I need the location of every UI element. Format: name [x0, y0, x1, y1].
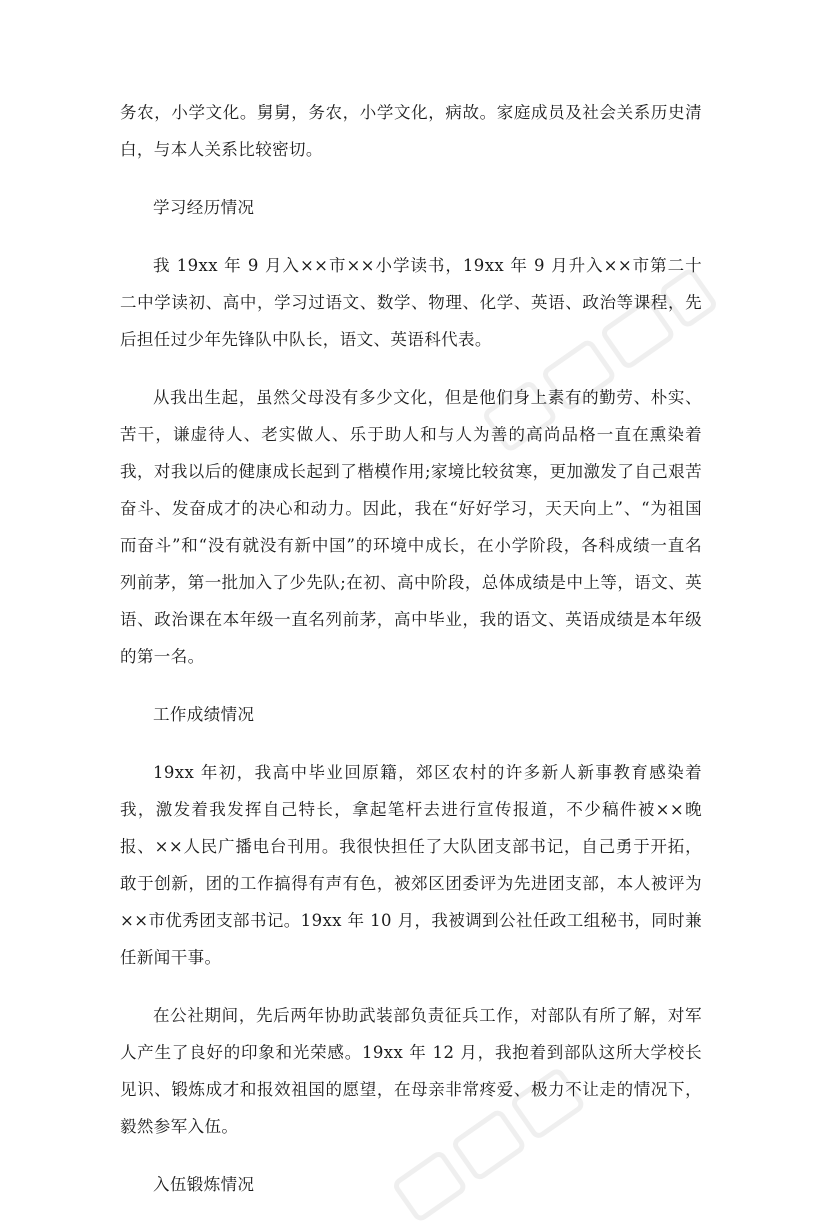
paragraph-upbringing: 从我出生起，虽然父母没有多少文化，但是他们身上素有的勤劳、朴实、苦干，谦虚待人、老实做人、乐于助人和与人为善的高尚品格一直在熏染着我，对我以后的健康成长起到了楷模作用;家境比较贫寒，更加激发了自己艰苦奋斗、发奋成才的决心和动力。因此，我在“好好学习，天天向上”、“为祖国而奋斗”和“没有就没有新中国”的环境中成长，在小学阶段，各科成绩一直名列前茅，第一批加入了少先队;在初、高中阶段，总体成绩是中上等，语文、英语、政治课在本年级一直名列前茅，高中毕业，我的语文、英语成绩是本年级的第一名。	[120, 388, 702, 666]
paragraph-work-achievements: 19xx 年初，我高中毕业回原籍，郊区农村的许多新人新事教育感染着我，激发着我发挥自己特长，拿起笔杆去进行宣传报道，不少稿件被××晚报、××人民广播电台刊用。我很快担任了大队团支部书记，自己勇于开拓，敢于创新，团的工作搞得有声有色，被郊区团委评为先进团支部，本人被评为××市优秀团支部书记。19xx 年 10 月，我被调到公社任政工组秘书，同时兼任新闻干事。	[120, 763, 702, 967]
document-body	[120, 94, 702, 1224]
paragraph-commune-period: 在公社期间，先后两年协助武装部负责征兵工作，对部队有所了解，对军人产生了良好的印象和光荣感。19xx 年 12 月，我抱着到部队这所大学校长见识、锻炼成才和报效祖国的愿望，在母亲非常疼爱、极力不让走的情况下，毅然参军入伍。	[120, 1006, 702, 1136]
paragraph-study-record: 我 19xx 年 9 月入××市××小学读书，19xx 年 9 月升入××市第二十二中学读初、高中，学习过语文、数学、物理、化学、英语、政治等课程，先后担任过少年先锋队中队长，语文、英语科代表。	[120, 256, 702, 349]
paragraph-family-continued: 务农，小学文化。舅舅，务农，小学文化，病故。家庭成员及社会关系历史清白，与本人关系比较密切。	[120, 103, 702, 159]
section-heading-enlistment: 入伍锻炼情况	[153, 1175, 255, 1194]
section-heading-work: 工作成绩情况	[153, 705, 255, 724]
section-heading-study: 学习经历情况	[153, 198, 255, 217]
